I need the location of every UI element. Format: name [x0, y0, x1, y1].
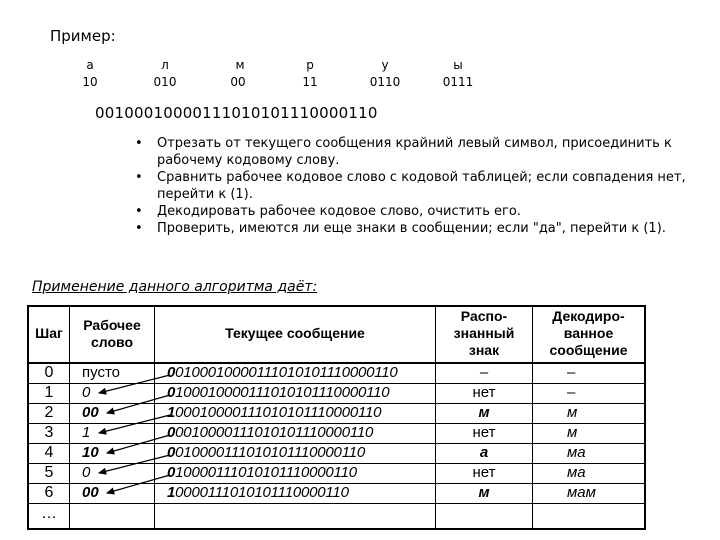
remaining-bits: 0010000111010101110000110	[175, 424, 374, 441]
step-text: Отрезать от текущего сообщения крайний левый символ, присоединить к рабочему кодовому слову.	[157, 136, 672, 168]
decoded-message: м	[567, 404, 578, 421]
work-word: 0	[82, 464, 91, 481]
remaining-bits: 0000111010101110000110	[175, 484, 349, 501]
algorithm-step	[135, 169, 695, 203]
decoded-message: –	[567, 364, 576, 381]
header-decoded-line2: ванное	[563, 325, 614, 341]
code-symbol: л	[161, 58, 169, 72]
header-step: Шаг	[35, 325, 63, 341]
decoded-message: мам	[567, 484, 596, 501]
code-value: 10	[82, 75, 98, 89]
step-text: Сравнить рабочее кодовое слово с кодовой таблицей; если совпадения нет, перейти к (1).	[157, 170, 686, 202]
remaining-bits: 10000111010101110000110	[175, 464, 357, 481]
bullet-icon: •	[135, 170, 143, 185]
shift-arrow	[99, 375, 170, 393]
code-value: 11	[302, 75, 318, 89]
first-bit: 0	[167, 364, 176, 381]
code-value: 0110	[369, 75, 401, 89]
decoded-message: м	[567, 424, 578, 441]
algorithm-step	[135, 135, 695, 169]
remaining-bits: 0100010000111010101110000110	[175, 364, 398, 381]
more-steps-ellipsis: …	[41, 505, 57, 522]
recognized-symbol: м	[478, 484, 490, 501]
code-symbol: у	[381, 58, 389, 72]
recognized-symbol: нет	[472, 424, 496, 441]
remaining-bits: 00010000111010101110000110	[175, 404, 382, 421]
header-recognized-line3: знак	[468, 342, 500, 358]
bullet-icon: •	[135, 136, 143, 151]
recognized-symbol: –	[479, 364, 489, 381]
first-bit: 0	[167, 464, 176, 481]
step-number: 0	[44, 364, 54, 381]
step-number: 5	[44, 464, 54, 481]
shift-arrow	[99, 455, 170, 473]
step-number: 2	[44, 404, 54, 421]
first-bit: 0	[167, 384, 176, 401]
recognized-symbol: нет	[472, 464, 496, 481]
remaining-bits: 100010000111010101110000110	[175, 384, 390, 401]
first-bit: 1	[167, 404, 176, 421]
applied-heading: Применение данного алгоритма даёт:	[32, 279, 318, 295]
recognized-symbol: м	[478, 404, 490, 421]
header-work-word-line1: Рабочее	[83, 317, 141, 333]
code-symbol: р	[306, 58, 314, 72]
code-value: 010	[153, 75, 177, 89]
work-word: 0	[82, 384, 91, 401]
remaining-bits: 010000111010101110000110	[175, 444, 366, 461]
first-bit: 0	[167, 444, 176, 461]
code-symbol: м	[235, 58, 245, 72]
step-text: Проверить, имеются ли еще знаки в сообщении; если "да", перейти к (1).	[157, 221, 666, 236]
decoded-message: ма	[567, 464, 586, 481]
step-number: 6	[44, 484, 54, 501]
first-bit: 0	[167, 424, 176, 441]
shift-arrow	[107, 395, 170, 413]
header-current-message: Текущее сообщение	[225, 325, 365, 341]
algorithm-step	[135, 203, 695, 220]
decoded-message: ма	[567, 444, 586, 461]
code-symbol: а	[86, 58, 94, 72]
header-decoded-line3: сообщение	[549, 342, 628, 358]
work-word: пусто	[82, 364, 120, 381]
page-title: Пример:	[50, 27, 116, 45]
shift-arrow	[107, 475, 170, 493]
work-word: 00	[82, 484, 99, 501]
code-value: 0111	[442, 75, 474, 89]
header-decoded-line1: Декодиро-	[552, 308, 625, 324]
bullet-icon: •	[135, 204, 143, 219]
algorithm-steps	[135, 135, 695, 237]
step-number: 4	[44, 444, 54, 461]
step-number: 1	[44, 384, 54, 401]
code-symbol: ы	[453, 58, 463, 72]
bullet-icon: •	[135, 221, 143, 236]
step-text: Декодировать рабочее кодовое слово, очистить его.	[157, 204, 521, 219]
shift-arrow	[107, 435, 170, 453]
encoded-message: 00100010000111010101110000110	[95, 104, 378, 122]
arrows-overlay	[27, 305, 646, 530]
decoding-table	[27, 305, 646, 530]
work-word: 1	[82, 424, 91, 441]
work-word: 10	[82, 444, 99, 461]
step-number: 3	[44, 424, 54, 441]
decoded-message: –	[567, 384, 576, 401]
recognized-symbol: нет	[472, 384, 496, 401]
recognized-symbol: а	[479, 444, 489, 461]
shift-arrow	[99, 415, 170, 433]
header-recognized-line2: знанный	[453, 325, 515, 341]
header-work-word-line2: слово	[90, 334, 134, 350]
algorithm-step	[135, 220, 695, 237]
header-recognized-line1: Распо-	[460, 308, 508, 324]
first-bit: 1	[167, 484, 176, 501]
code-value: 00	[230, 75, 246, 89]
work-word: 00	[82, 404, 99, 421]
